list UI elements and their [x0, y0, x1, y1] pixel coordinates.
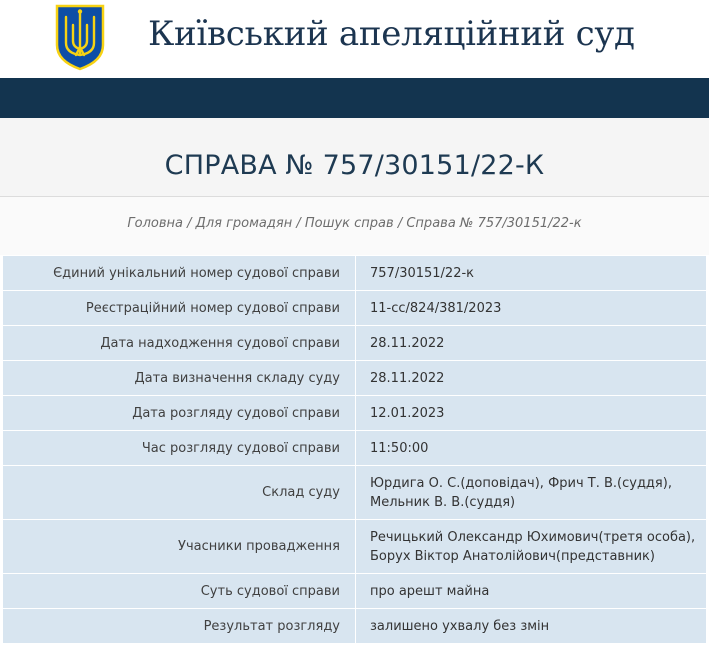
value-line: 12.01.2023	[370, 405, 445, 421]
row-value	[356, 396, 707, 431]
breadcrumb-separator: /	[183, 216, 196, 231]
value-line: 28.11.2022	[370, 370, 445, 386]
row-value	[356, 431, 707, 466]
breadcrumb-separator: /	[292, 216, 305, 231]
value-line: Борух Віктор Анатолійович(представник)	[370, 548, 655, 564]
value-line: Мельник В. В.(суддя)	[370, 494, 516, 510]
row-label: Єдиний унікальний номер судової справи	[3, 256, 356, 291]
row-label: Дата надходження судової справи	[3, 326, 356, 361]
breadcrumb-home-link[interactable]: Головна	[127, 216, 183, 231]
case-details-table	[2, 255, 707, 644]
row-label: Час розгляду судової справи	[3, 431, 356, 466]
table-row-receipt-date	[3, 326, 707, 361]
table-row-hearing-time	[3, 431, 707, 466]
row-value	[356, 574, 707, 609]
row-label: Дата розгляду судової справи	[3, 396, 356, 431]
breadcrumb-current-case: Справа № 757/30151/22-к	[406, 216, 582, 231]
table-row-case-subject	[3, 574, 707, 609]
value-line: 757/30151/22-к	[370, 265, 475, 281]
row-label: Склад суду	[3, 466, 356, 520]
row-value	[356, 361, 707, 396]
row-label: Учасники провадження	[3, 520, 356, 574]
table-row-result	[3, 609, 707, 644]
table-row-registration-number	[3, 291, 707, 326]
row-value	[356, 256, 707, 291]
table-row-case-unique-number	[3, 256, 707, 291]
main-navigation-bar	[0, 78, 709, 118]
page-title: СПРАВА № 757/30151/22-К	[164, 150, 545, 181]
value-line: 11-сс/824/381/2023	[370, 300, 502, 316]
row-value	[356, 609, 707, 644]
breadcrumb-citizens-link[interactable]: Для громадян	[195, 216, 293, 231]
row-label: Результат розгляду	[3, 609, 356, 644]
table-row-hearing-date	[3, 396, 707, 431]
site-header	[0, 0, 709, 78]
breadcrumb-separator: /	[393, 216, 407, 231]
row-label: Реєстраційний номер судової справи	[3, 291, 356, 326]
value-line: Речицький Олександр Юхимович(третя особа),	[370, 529, 696, 545]
value-line: Юрдига О. С.(доповідач), Фрич Т. В.(суддя),	[370, 475, 672, 491]
row-value	[356, 466, 707, 520]
site-title[interactable]: Київський апеляційний суд	[148, 14, 635, 54]
row-value	[356, 520, 707, 574]
breadcrumb	[0, 216, 709, 231]
value-line: залишено ухвалу без змін	[370, 618, 550, 634]
table-row-participants	[3, 520, 707, 574]
value-line: 11:50:00	[370, 440, 429, 456]
table-row-court-composition	[3, 466, 707, 520]
value-line: 28.11.2022	[370, 335, 445, 351]
table-row-composition-date	[3, 361, 707, 396]
row-label: Суть судової справи	[3, 574, 356, 609]
value-line: про арешт майна	[370, 583, 490, 599]
row-value	[356, 291, 707, 326]
row-label: Дата визначення складу суду	[3, 361, 356, 396]
breadcrumb-case-search-link[interactable]: Пошук справ	[304, 216, 394, 231]
ukraine-coat-of-arms-icon[interactable]	[54, 3, 106, 71]
row-value	[356, 326, 707, 361]
